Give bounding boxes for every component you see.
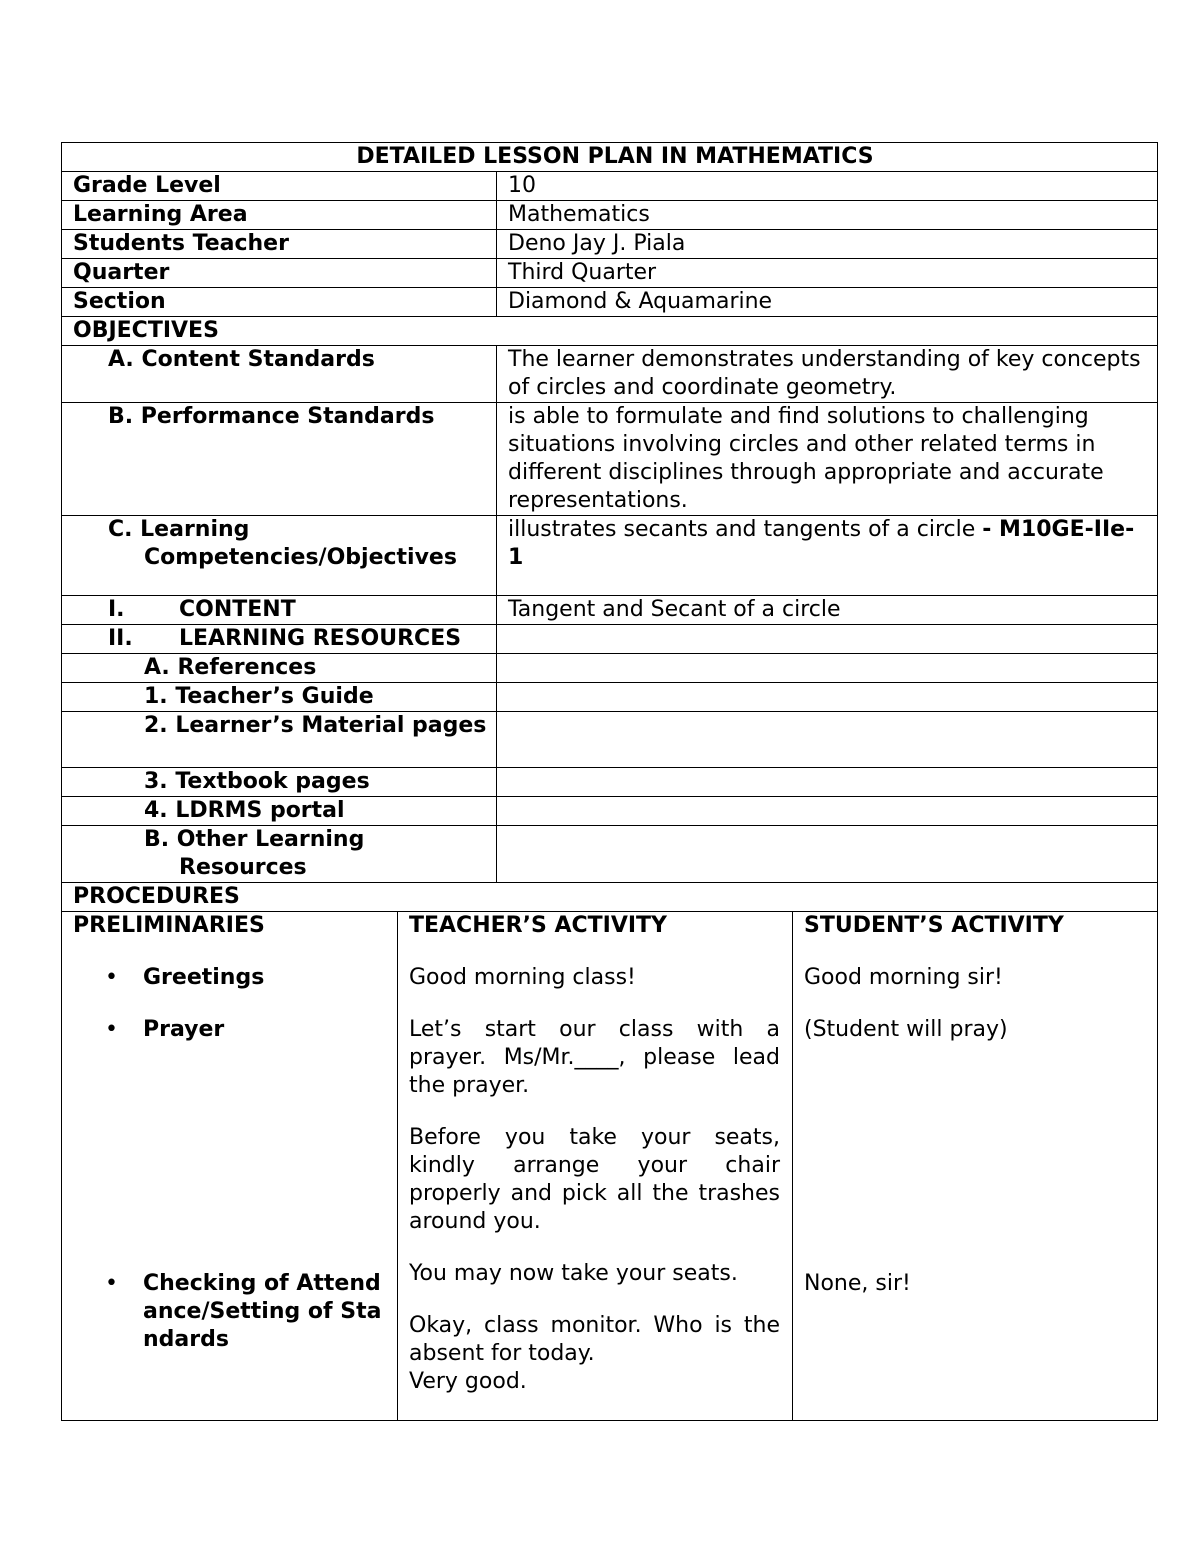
bullet-icon: •	[105, 1017, 118, 1042]
references-row	[62, 654, 1158, 683]
learning-resources-title: LEARNING RESOURCES	[179, 626, 462, 651]
other-resources-value	[497, 826, 1158, 883]
objectives-heading: OBJECTIVES	[62, 317, 1158, 346]
textbook-value	[497, 768, 1158, 797]
teacher-prayer: Let’s start our class with a prayer. Ms/Mr.____, please lead the prayer.	[409, 1017, 780, 1098]
content-title: CONTENT	[179, 597, 296, 622]
teacher-good: Very good.	[409, 1369, 527, 1394]
info-row	[62, 259, 1158, 288]
greetings-item	[105, 964, 397, 992]
attendance-item	[105, 1270, 397, 1354]
performance-standards-value: is able to formulate and find solutions to challenging situations involving circles and other related terms in different disciplines through appropriate and accurate representations.	[497, 403, 1158, 516]
performance-standards-row	[62, 403, 1158, 516]
document-title: DETAILED LESSON PLAN IN MATHEMATICS	[62, 143, 1158, 172]
info-row	[62, 172, 1158, 201]
info-label: Quarter	[62, 259, 497, 288]
teachers-guide-value	[497, 683, 1158, 712]
content-standards-value: The learner demonstrates understanding of key concepts of circles and coordinate geometry.	[497, 346, 1158, 403]
info-value: Deno Jay J. Piala	[497, 230, 1158, 259]
info-value: Third Quarter	[497, 259, 1158, 288]
student-greeting: Good morning sir!	[804, 965, 1003, 990]
performance-standards-label: B. Performance Standards	[62, 403, 497, 516]
preliminaries-column	[62, 912, 398, 1421]
greetings-label: Greetings	[143, 965, 265, 990]
competencies-code: M10GE-IIe-1	[508, 517, 1135, 570]
prayer-item	[105, 1016, 397, 1044]
bullet-icon: •	[105, 1271, 118, 1296]
info-label: Students Teacher	[62, 230, 497, 259]
info-label: Grade Level	[62, 172, 497, 201]
info-row	[62, 201, 1158, 230]
other-resources-label	[62, 826, 497, 883]
learners-material-label	[62, 712, 497, 768]
learners-material-row	[62, 712, 1158, 768]
teachers-guide-row	[62, 683, 1158, 712]
attendance-label: Checking of Attendance/Setting of Standards	[143, 1271, 382, 1352]
competencies-label-line2: Competencies/Objectives	[144, 545, 457, 570]
student-pray: (Student will pray)	[804, 1017, 1008, 1042]
ldrms-row	[62, 797, 1158, 826]
prayer-label: Prayer	[143, 1017, 225, 1042]
textbook-row	[62, 768, 1158, 797]
info-row	[62, 230, 1158, 259]
learning-resources-number: II.	[108, 626, 133, 651]
teachers-activity-column	[398, 912, 793, 1421]
competencies-text: illustrates secants and tangents of a circle	[508, 517, 983, 542]
content-standards-label: A. Content Standards	[62, 346, 497, 403]
students-activity-heading: STUDENT’S ACTIVITY	[804, 913, 1064, 938]
teachers-activity-heading: TEACHER’S ACTIVITY	[409, 913, 667, 938]
content-label	[62, 596, 497, 625]
info-label: Section	[62, 288, 497, 317]
other-resources-text: B. Other Learning Resources	[144, 827, 365, 880]
ldrms-value	[497, 797, 1158, 826]
ldrms-label: 4. LDRMS portal	[62, 797, 497, 826]
lesson-plan-table	[61, 142, 1158, 1421]
students-activity-column	[793, 912, 1158, 1421]
preliminaries-heading: PRELIMINARIES	[73, 913, 265, 938]
info-value: Diamond & Aquamarine	[497, 288, 1158, 317]
competencies-row	[62, 516, 1158, 596]
other-resources-row	[62, 826, 1158, 883]
teacher-sit: You may now take your seats.	[409, 1261, 738, 1286]
content-value: Tangent and Secant of a circle	[497, 596, 1158, 625]
teachers-guide-label: 1. Teacher’s Guide	[62, 683, 497, 712]
info-value: Mathematics	[497, 201, 1158, 230]
content-standards-row	[62, 346, 1158, 403]
references-label: A. References	[62, 654, 497, 683]
competencies-dash: -	[982, 517, 1000, 542]
competencies-value	[497, 516, 1158, 596]
content-number: I.	[108, 597, 125, 622]
learners-material-value	[497, 712, 1158, 768]
references-value	[497, 654, 1158, 683]
textbook-label: 3. Textbook pages	[62, 768, 497, 797]
info-label: Learning Area	[62, 201, 497, 230]
competencies-label-line1: C. Learning	[108, 517, 250, 542]
content-row	[62, 596, 1158, 625]
teacher-greeting: Good morning class!	[409, 965, 636, 990]
info-value: 10	[497, 172, 1158, 201]
learning-resources-value	[497, 625, 1158, 654]
title-row	[62, 143, 1158, 172]
objectives-row	[62, 317, 1158, 346]
info-row	[62, 288, 1158, 317]
teacher-seats: Before you take your seats, kindly arrange your chair properly and pick all the trashes around you.	[409, 1125, 780, 1234]
teacher-absent: Okay, class monitor. Who is the absent for today.	[409, 1313, 780, 1366]
competencies-label	[62, 516, 497, 596]
procedures-heading: PROCEDURES	[62, 883, 1158, 912]
learning-resources-label	[62, 625, 497, 654]
student-none: None, sir!	[804, 1271, 911, 1296]
learners-material-text: 2. Learner’s Material pages	[144, 713, 487, 738]
bullet-icon: •	[105, 965, 118, 990]
procedures-table-row	[62, 912, 1158, 1421]
procedures-row	[62, 883, 1158, 912]
learning-resources-row	[62, 625, 1158, 654]
